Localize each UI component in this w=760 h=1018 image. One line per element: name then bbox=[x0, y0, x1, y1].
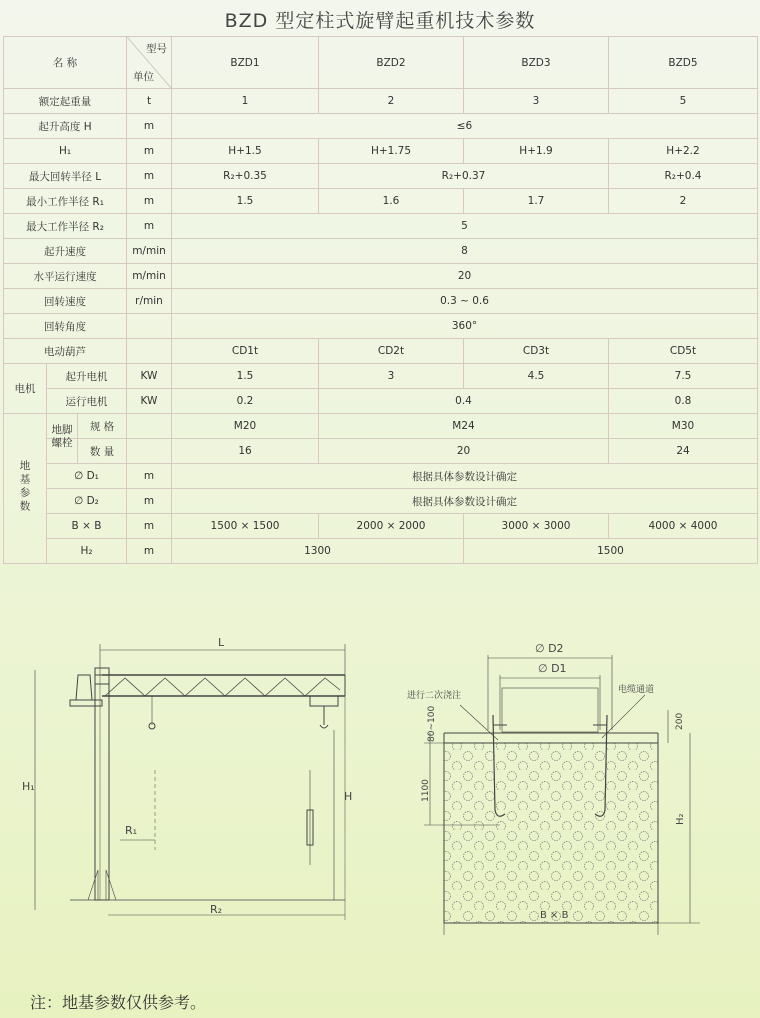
row-unit: m bbox=[127, 139, 172, 164]
row-label: 额定起重量 bbox=[4, 89, 127, 114]
bolt-group-label: 地脚螺栓 bbox=[51, 424, 73, 449]
row-unit bbox=[127, 339, 172, 364]
crane-side-view bbox=[35, 644, 345, 920]
row-unit bbox=[127, 439, 172, 464]
row-unit bbox=[127, 414, 172, 439]
row-unit: KW bbox=[127, 389, 172, 414]
footnote: 注：地基参数仅供参考。 bbox=[30, 993, 207, 1012]
cell: R₂+0.37 bbox=[319, 164, 609, 189]
table-row bbox=[4, 114, 758, 139]
cell: 24 bbox=[609, 439, 758, 464]
cell: M24 bbox=[319, 414, 609, 439]
table-row bbox=[4, 464, 758, 489]
row-label: ∅ D₁ bbox=[47, 464, 127, 489]
table-row bbox=[4, 264, 758, 289]
row-unit: m bbox=[127, 114, 172, 139]
row-unit: m bbox=[127, 164, 172, 189]
model-bzd3: BZD3 bbox=[464, 37, 609, 89]
cell: 360° bbox=[172, 314, 758, 339]
row-label: 电动葫芦 bbox=[4, 339, 127, 364]
row-unit bbox=[127, 314, 172, 339]
label-H: H bbox=[344, 790, 353, 803]
row-unit: m/min bbox=[127, 264, 172, 289]
table-row bbox=[4, 314, 758, 339]
row-unit: m bbox=[127, 189, 172, 214]
row-label: 回转角度 bbox=[4, 314, 127, 339]
row-label: 规 格 bbox=[89, 420, 115, 433]
cell: CD2t bbox=[319, 339, 464, 364]
row-label: 回转速度 bbox=[4, 289, 127, 314]
motor-group-label: 电机 bbox=[4, 364, 47, 414]
row-label: 数 量 bbox=[89, 445, 115, 458]
unit-label: 单位 bbox=[133, 71, 154, 83]
cell: R₂+0.4 bbox=[609, 164, 758, 189]
label-R1: R₁ bbox=[125, 824, 138, 837]
row-unit: KW bbox=[127, 364, 172, 389]
table-row bbox=[4, 164, 758, 189]
row-unit: m bbox=[127, 464, 172, 489]
cell: H+1.5 bbox=[172, 139, 319, 164]
row-label: ∅ D₂ bbox=[47, 489, 127, 514]
row-label: 起升速度 bbox=[4, 239, 127, 264]
cell: 0.3 ~ 0.6 bbox=[172, 289, 758, 314]
cell: 20 bbox=[172, 264, 758, 289]
label-D2: ∅ D2 bbox=[535, 642, 564, 655]
cell: H+2.2 bbox=[609, 139, 758, 164]
row-unit: t bbox=[127, 89, 172, 114]
cell: R₂+0.35 bbox=[172, 164, 319, 189]
model-label: 型号 bbox=[146, 43, 167, 55]
cell: M30 bbox=[609, 414, 758, 439]
label-H2: H₂ bbox=[675, 813, 686, 825]
cell: 2000 × 2000 bbox=[319, 514, 464, 539]
cell: H+1.9 bbox=[464, 139, 609, 164]
table-row bbox=[4, 289, 758, 314]
cell: 1500 bbox=[464, 539, 758, 564]
cell: 3 bbox=[464, 89, 609, 114]
row-label: 最小工作半径 R₁ bbox=[4, 189, 127, 214]
cell: 根据具体参数设计确定 bbox=[172, 489, 758, 514]
bolt-subtable-cell bbox=[47, 414, 127, 449]
cell: 3 bbox=[319, 364, 464, 389]
cell: 4000 × 4000 bbox=[609, 514, 758, 539]
label-1100: 1100 bbox=[421, 779, 431, 802]
table-row bbox=[4, 389, 758, 414]
row-label: 最大工作半径 R₂ bbox=[4, 214, 127, 239]
cell: 3000 × 3000 bbox=[464, 514, 609, 539]
model-bzd2: BZD2 bbox=[319, 37, 464, 89]
row-unit: m bbox=[127, 514, 172, 539]
cell: 0.4 bbox=[319, 389, 609, 414]
table-row bbox=[4, 514, 758, 539]
header-row bbox=[4, 37, 758, 89]
row-label: 起升电机 bbox=[47, 364, 127, 389]
label-cable: 电缆通道 bbox=[618, 685, 655, 695]
table-row bbox=[4, 339, 758, 364]
model-bzd5: BZD5 bbox=[609, 37, 758, 89]
cell: 16 bbox=[172, 439, 319, 464]
cell: ≤6 bbox=[172, 114, 758, 139]
table-row bbox=[4, 239, 758, 264]
row-unit: m/min bbox=[127, 239, 172, 264]
row-label: H₂ bbox=[47, 539, 127, 564]
cell: 8 bbox=[172, 239, 758, 264]
cell: 1.7 bbox=[464, 189, 609, 214]
row-unit: m bbox=[127, 539, 172, 564]
cell: CD1t bbox=[172, 339, 319, 364]
row-label: 运行电机 bbox=[47, 389, 127, 414]
table-row bbox=[4, 364, 758, 389]
cell: 1.5 bbox=[172, 364, 319, 389]
label-H1: H₁ bbox=[22, 780, 35, 793]
cell: 根据具体参数设计确定 bbox=[172, 464, 758, 489]
foundation-group-label bbox=[4, 414, 47, 564]
table-row bbox=[4, 89, 758, 114]
label-BxB: B × B bbox=[540, 910, 569, 921]
row-label: 起升高度 H bbox=[4, 114, 127, 139]
row-label: 水平运行速度 bbox=[4, 264, 127, 289]
technical-drawing bbox=[0, 630, 760, 930]
row-label: 最大回转半径 L bbox=[4, 164, 127, 189]
cell: CD5t bbox=[609, 339, 758, 364]
label-80-100: 80~100 bbox=[427, 705, 437, 742]
row-label: H₁ bbox=[4, 139, 127, 164]
label-R2: R₂ bbox=[210, 903, 223, 916]
cell: 1300 bbox=[172, 539, 464, 564]
cell: 1.6 bbox=[319, 189, 464, 214]
label-200: 200 bbox=[675, 712, 685, 730]
cell: 2 bbox=[319, 89, 464, 114]
table-row bbox=[4, 214, 758, 239]
table-row bbox=[4, 189, 758, 214]
cell: H+1.75 bbox=[319, 139, 464, 164]
spec-table bbox=[3, 36, 758, 564]
cell: 1500 × 1500 bbox=[172, 514, 319, 539]
foundation-group-text: 地基参数 bbox=[18, 460, 31, 514]
model-unit-header bbox=[127, 37, 172, 89]
cell: 4.5 bbox=[464, 364, 609, 389]
cell: 5 bbox=[609, 89, 758, 114]
cell: 5 bbox=[172, 214, 758, 239]
table-row bbox=[4, 139, 758, 164]
cell: CD3t bbox=[464, 339, 609, 364]
cell: 2 bbox=[609, 189, 758, 214]
table-row bbox=[4, 539, 758, 564]
cell: 1 bbox=[172, 89, 319, 114]
foundation-section bbox=[424, 655, 700, 935]
row-unit: m bbox=[127, 214, 172, 239]
label-D1: ∅ D1 bbox=[538, 662, 567, 675]
cell: 0.2 bbox=[172, 389, 319, 414]
row-unit: m bbox=[127, 489, 172, 514]
label-L: L bbox=[218, 636, 225, 649]
table-row bbox=[4, 439, 758, 464]
table-row bbox=[4, 414, 758, 439]
cell: 1.5 bbox=[172, 189, 319, 214]
cell: M20 bbox=[172, 414, 319, 439]
cell: 7.5 bbox=[609, 364, 758, 389]
name-header: 名 称 bbox=[4, 37, 127, 89]
table-row bbox=[4, 489, 758, 514]
cell: 20 bbox=[319, 439, 609, 464]
label-grout: 进行二次浇注 bbox=[407, 691, 462, 701]
cell: 0.8 bbox=[609, 389, 758, 414]
row-unit: r/min bbox=[127, 289, 172, 314]
model-bzd1: BZD1 bbox=[172, 37, 319, 89]
row-label: B × B bbox=[47, 514, 127, 539]
page-title: BZD 型定柱式旋臂起重机技术参数 bbox=[224, 10, 536, 32]
